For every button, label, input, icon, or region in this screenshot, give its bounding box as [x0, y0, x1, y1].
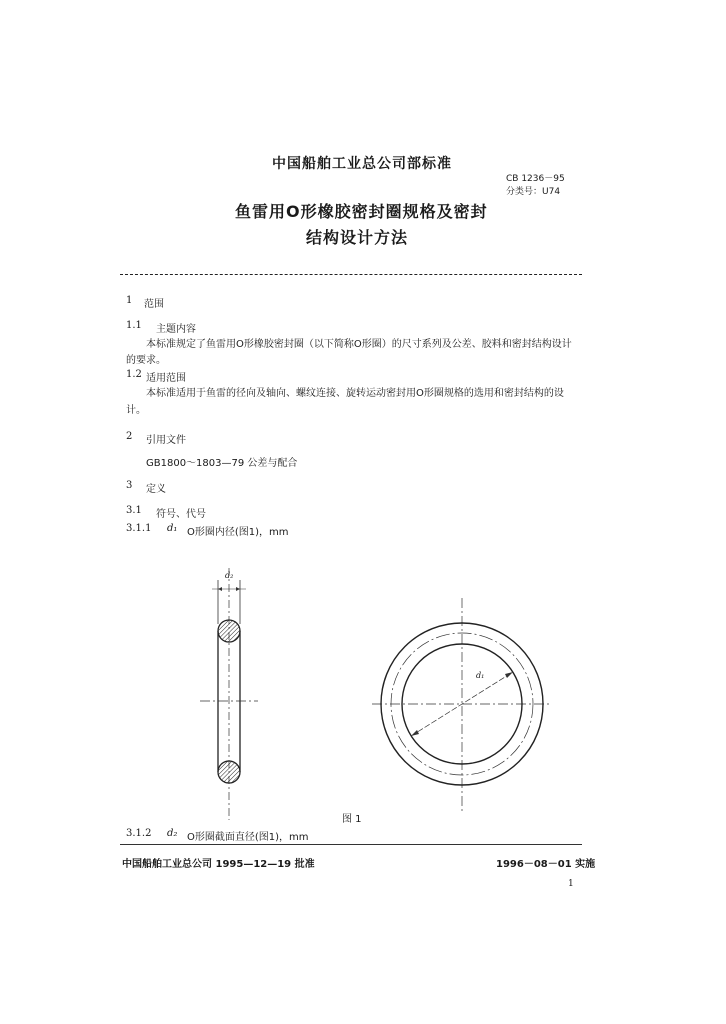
page-number: 1 — [568, 879, 574, 889]
bottom-section-circle — [218, 761, 240, 783]
figure-label-d1: d₁ — [476, 671, 485, 680]
footer-rule — [120, 844, 582, 845]
section-3-1-2-text: O形圈截面直径(图1)，mm — [187, 832, 309, 843]
o-ring-front-view — [372, 598, 552, 812]
section-2-number: 2 — [126, 431, 133, 442]
section-1-2-paragraph-line2: 计。 — [126, 405, 146, 416]
top-section-circle — [218, 620, 240, 642]
section-3-1-1-text: O形圈内径(图1)，mm — [187, 527, 289, 538]
section-3-1-number: 3.1 — [126, 505, 142, 516]
section-1-1-paragraph-line1: 本标准规定了鱼雷用O形橡胶密封圈（以下简称O形圈）的尺寸系列及公差、胶料和密封结构设计 — [146, 339, 572, 350]
org-standard-header: 中国船舶工业总公司部标准 — [272, 156, 452, 172]
standard-number: CB 1236－95 — [506, 174, 565, 184]
section-1-1-number: 1.1 — [126, 320, 142, 331]
section-1-1-paragraph-line2: 的要求。 — [126, 355, 166, 366]
section-1-1-title: 主题内容 — [156, 324, 196, 335]
section-1-2-number: 1.2 — [126, 369, 142, 380]
o-ring-side-view — [200, 568, 258, 820]
document-title-line1: 鱼雷用O形橡胶密封圈规格及密封 — [235, 202, 488, 221]
document-title-line2: 结构设计方法 — [306, 228, 409, 247]
section-1-title: 范围 — [144, 299, 164, 310]
section-3-title: 定义 — [146, 484, 166, 495]
symbol-d2: d₂ — [167, 828, 178, 839]
classification-number: 分类号：U74 — [506, 187, 561, 197]
effective-date: 1996－08－01 实施 — [496, 859, 596, 870]
section-1-2-paragraph-line1: 本标准适用于鱼雷的径向及轴向、螺纹连接、旋转运动密封用O形圈规格的选用和密封结构的设 — [146, 388, 564, 399]
section-3-1-2-number: 3.1.2 — [126, 828, 152, 839]
section-3-1-title: 符号、代号 — [156, 509, 206, 520]
section-3-number: 3 — [126, 480, 133, 491]
referenced-standard: GB1800～1803—79 公差与配合 — [146, 458, 298, 469]
figure-label-d2: d₂ — [225, 571, 234, 580]
section-1-number: 1 — [126, 295, 133, 306]
section-3-1-1-number: 3.1.1 — [126, 523, 152, 534]
section-2-title: 引用文件 — [146, 435, 186, 446]
approval-statement: 中国船舶工业总公司 1995—12—19 批准 — [122, 859, 315, 870]
symbol-d1: d₁ — [167, 523, 178, 534]
figure-caption: 图 1 — [342, 814, 362, 825]
section-1-2-title: 适用范围 — [146, 373, 186, 384]
